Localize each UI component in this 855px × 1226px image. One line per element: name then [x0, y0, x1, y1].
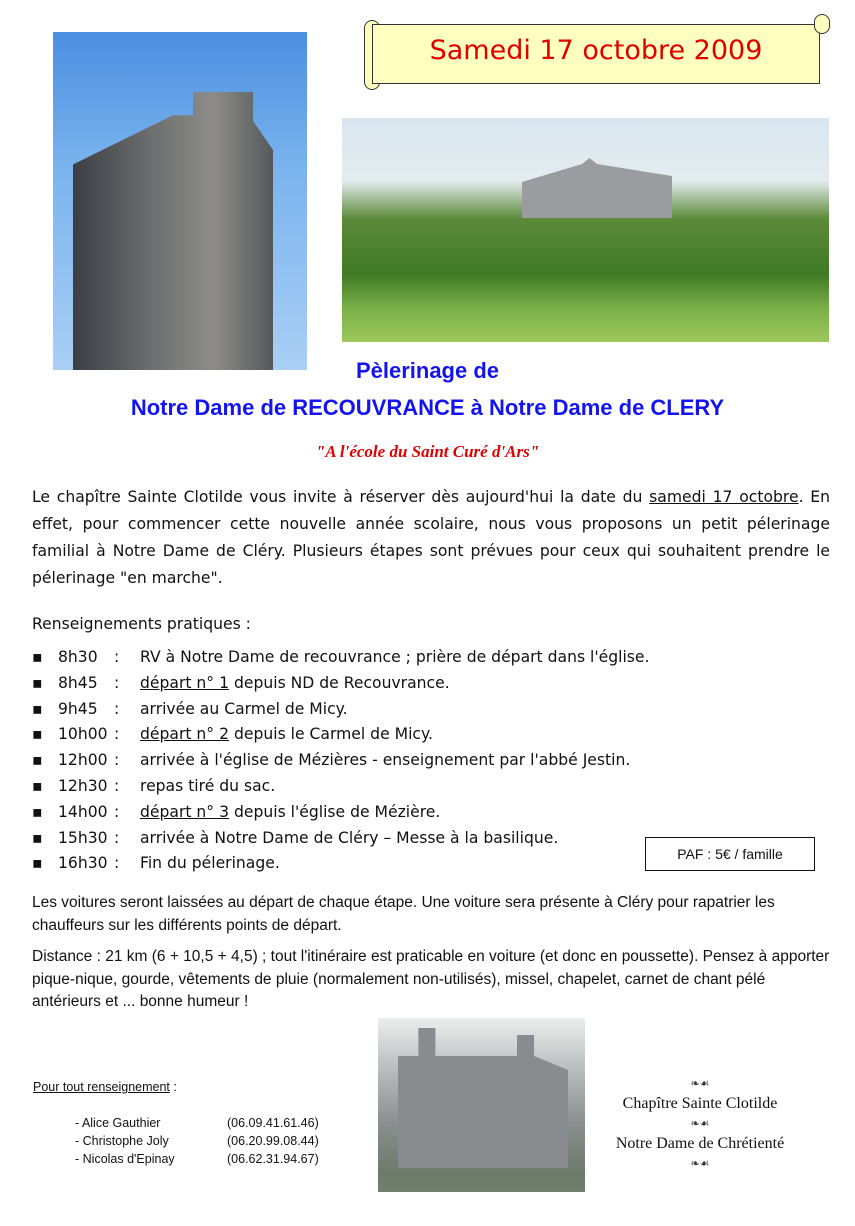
schedule-desc: arrivée au Carmel de Micy. [140, 699, 348, 718]
contact-phone: (06.62.31.94.67) [227, 1152, 319, 1166]
price-box: PAF : 5€ / famille [645, 837, 815, 871]
intro-date: samedi 17 octobre [649, 488, 799, 506]
separator: : [114, 776, 120, 795]
departure-label: départ n° 1 [140, 673, 229, 692]
schedule-time: 10h00 [58, 725, 108, 744]
schedule-item [32, 700, 649, 726]
signature-line-2: Notre Dame de Chrétienté [615, 1135, 785, 1152]
church-tower-photo [53, 32, 307, 370]
schedule-text [140, 725, 433, 751]
ornament-icon: ❧☙ [690, 1078, 710, 1090]
contact-label-colon: : [169, 1080, 177, 1094]
bullet-icon: ▪ [32, 802, 43, 821]
contact-row [75, 1132, 319, 1150]
schedule-text [140, 829, 558, 855]
bullet-icon: ▪ [32, 776, 43, 795]
schedule-text [140, 700, 348, 726]
schedule-text [140, 674, 450, 700]
bullet-icon: ▪ [32, 673, 43, 692]
signature-line-1: Chapître Sainte Clotilde [622, 1095, 778, 1112]
schedule-item [32, 674, 649, 700]
title-line-1: Pèlerinage de [355, 358, 500, 383]
departure-label: départ n° 2 [140, 725, 229, 744]
ornament-icon: ❧☙ [690, 1158, 710, 1170]
schedule-desc: repas tiré du sac. [140, 776, 276, 795]
contact-name: - Nicolas d'Epinay [75, 1152, 175, 1166]
bullet-icon: ▪ [32, 751, 43, 770]
bullet-icon: ▪ [32, 854, 43, 873]
schedule-time: 12h00 [58, 751, 108, 770]
intro-text-2: . En effet, pour commencer cette nouvelle année scolaire, nous vous proposons un petit pélerinage familial à Notre Dame de Cléry. Plusieurs étapes sont prévues pour ceux qui souhaitent prendre le pélerinage "en marche". [32, 488, 831, 587]
info-label: Renseignements pratiques : [32, 615, 251, 633]
separator: : [114, 751, 120, 770]
schedule-desc: depuis l'église de Mézière. [229, 802, 441, 821]
schedule-item [32, 829, 649, 855]
schedule-time: 8h45 [58, 673, 98, 692]
separator: : [114, 673, 120, 692]
schedule-time: 16h30 [58, 854, 108, 873]
schedule-desc: depuis ND de Recouvrance. [229, 673, 450, 692]
schedule-item [32, 854, 649, 880]
distance-paragraph: Distance : 21 km (6 + 10,5 + 4,5) ; tout l'itinéraire est praticable en voiture (et donc en poussette). Pensez à apporter pique-nique, gourde, vêtements de pluie (normalement non-utilisés), missel, chapelet, carnet de chant pélé antérieurs et ... bonne humeur ! [32, 948, 830, 1010]
schedule-text [140, 803, 440, 829]
contact-label [33, 1080, 177, 1094]
separator: : [114, 854, 120, 873]
schedule-text [140, 777, 275, 803]
basilica-photo [378, 1018, 585, 1192]
bullet-icon: ▪ [32, 828, 43, 847]
schedule-text [140, 751, 630, 777]
schedule-desc: Fin du pélerinage. [140, 854, 280, 873]
contact-phone: (06.09.41.61.46) [227, 1116, 319, 1130]
title-line-2: Notre Dame de RECOUVRANCE à Notre Dame de CLERY [130, 395, 725, 420]
bullet-icon: ▪ [32, 725, 43, 744]
ornament-icon: ❧☙ [690, 1118, 710, 1130]
contact-list [75, 1114, 319, 1168]
subtitle: "A l'école du Saint Curé d'Ars" [315, 442, 540, 461]
schedule-item [32, 648, 649, 674]
separator: : [114, 828, 120, 847]
schedule-time: 12h30 [58, 776, 108, 795]
schedule-time: 15h30 [58, 828, 108, 847]
schedule-desc: RV à Notre Dame de recouvrance ; prière de départ dans l'église. [140, 648, 650, 666]
separator: : [114, 648, 120, 666]
schedule-item [32, 777, 649, 803]
schedule-item [32, 751, 649, 777]
contact-row [75, 1150, 319, 1168]
event-date: Samedi 17 octobre 2009 [429, 35, 763, 66]
schedule-time: 8h30 [58, 648, 98, 666]
intro-paragraph [32, 484, 830, 592]
schedule-text [140, 648, 649, 674]
contact-label-text: Pour tout renseignement [33, 1080, 170, 1094]
schedule-desc: arrivée à l'église de Mézières - enseignement par l'abbé Jestin. [140, 751, 631, 770]
intro-text: Le chapître Sainte Clotilde vous invite à réserver dès aujourd'hui la date du [32, 488, 650, 506]
schedule-item [32, 725, 649, 751]
schedule-list [32, 648, 649, 880]
schedule-desc: depuis le Carmel de Micy. [229, 725, 433, 744]
schedule-text [140, 854, 280, 880]
separator: : [114, 699, 120, 718]
contact-row [75, 1114, 319, 1132]
signature-block [590, 1074, 810, 1174]
bullet-icon: ▪ [32, 648, 43, 666]
contact-phone: (06.20.99.08.44) [227, 1134, 319, 1148]
schedule-item [32, 803, 649, 829]
cars-paragraph: Les voitures seront laissées au départ de chaque étape. Une voiture sera présente à Cléry pour rapatrier les chauffeurs sur les différents points de départ. [32, 894, 775, 934]
schedule-time: 14h00 [58, 802, 108, 821]
contact-name: - Alice Gauthier [75, 1116, 161, 1130]
date-banner-scroll [362, 14, 830, 86]
schedule-desc: arrivée à Notre Dame de Cléry – Messe à la basilique. [140, 828, 559, 847]
orchard-church-photo [342, 118, 829, 342]
schedule-time: 9h45 [58, 699, 98, 718]
contact-name: - Christophe Joly [75, 1134, 169, 1148]
departure-label: départ n° 3 [140, 802, 229, 821]
bullet-icon: ▪ [32, 699, 43, 718]
separator: : [114, 802, 120, 821]
separator: : [114, 725, 120, 744]
